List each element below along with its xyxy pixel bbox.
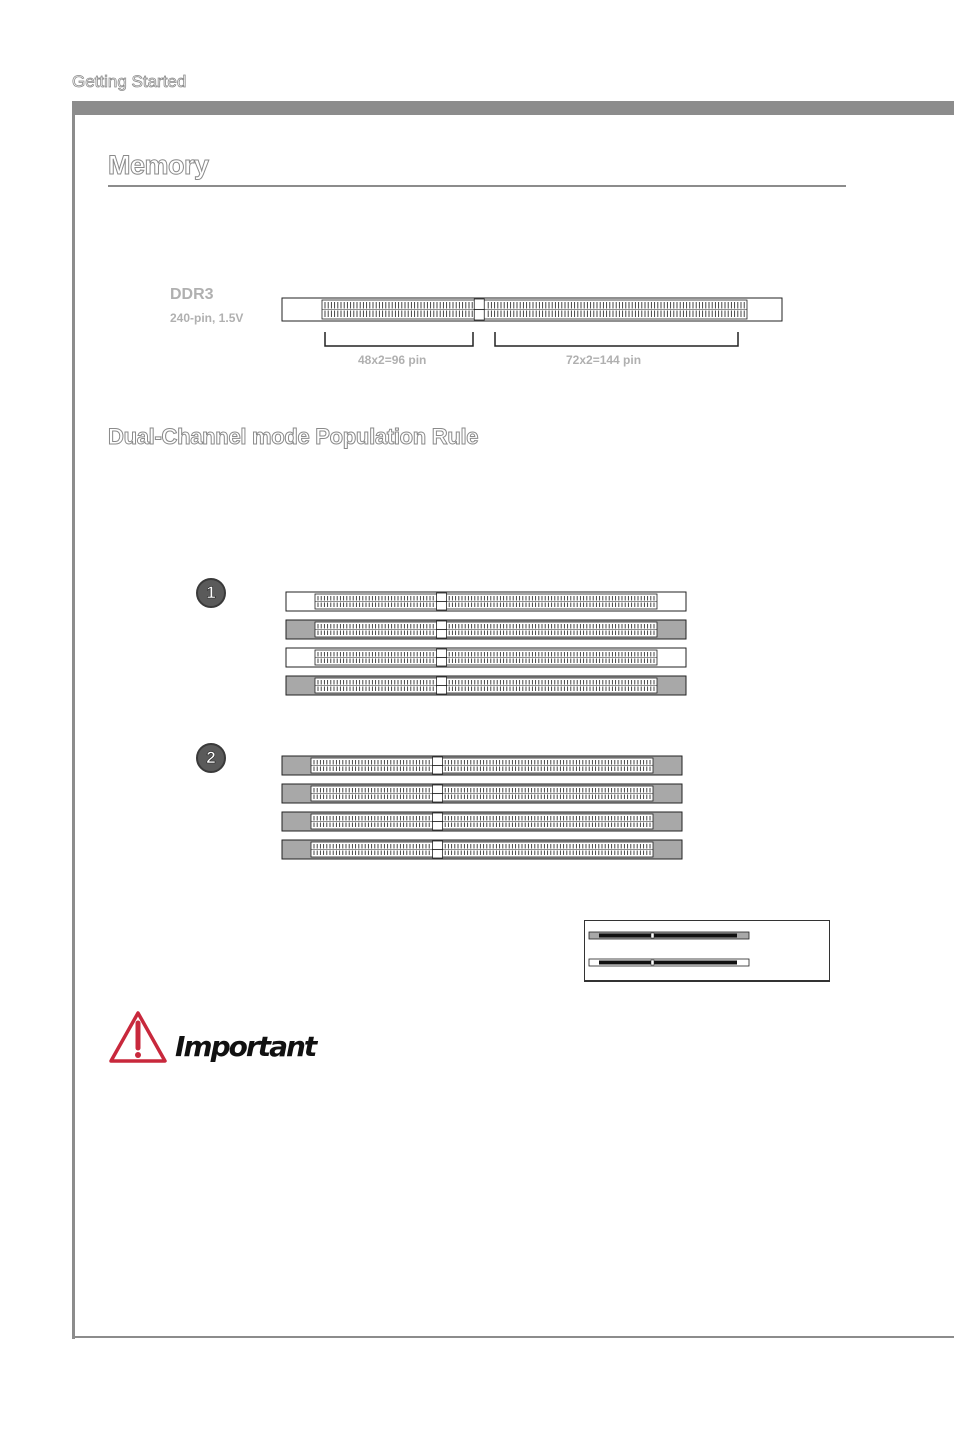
dimm-slot-4-installed — [282, 840, 682, 859]
right-pin-bracket — [495, 332, 738, 346]
config-2-badge — [196, 743, 226, 773]
page-title: Memory — [108, 150, 209, 180]
dimm-slot-3-empty — [286, 648, 686, 667]
header-bar — [75, 101, 954, 115]
config-2-number: 2 — [206, 748, 216, 767]
dimm-slot-2-installed — [282, 784, 682, 803]
section-header: Getting Started — [72, 72, 187, 91]
dimm-slot-3-installed — [282, 812, 682, 831]
warning-triangle-icon — [108, 1010, 168, 1064]
config-1-badge — [196, 578, 226, 608]
config-1-slots — [284, 590, 690, 696]
slot-legend — [584, 920, 830, 982]
legend-slots — [585, 921, 829, 979]
config-2-slots — [280, 754, 686, 860]
right-pin-count: 72x2=144 pin — [566, 353, 642, 367]
dimm-slot-1-empty — [286, 592, 686, 611]
important-label: Important — [175, 1030, 316, 1063]
ddr3-spec: 240-pin, 1.5V — [170, 311, 244, 325]
left-margin-rule — [72, 101, 75, 1339]
left-pin-count: 48x2=96 pin — [358, 353, 427, 367]
title-underline — [108, 185, 846, 187]
dimm-slot-4-installed — [286, 676, 686, 695]
ddr3-label: DDR3 — [170, 286, 214, 303]
ddr3-slot-diagram — [280, 296, 784, 356]
legend-installed-slot — [589, 932, 749, 939]
section-title: Dual-Channel mode Population Rule — [108, 424, 479, 449]
ddr3-slot — [282, 298, 782, 321]
dimm-slot-1-installed — [282, 756, 682, 775]
legend-empty-slot — [589, 959, 749, 966]
config-1-number: 1 — [206, 583, 216, 602]
dimm-slot-2-installed — [286, 620, 686, 639]
left-pin-bracket — [325, 332, 473, 346]
ddr3-slot-body — [282, 298, 782, 321]
bottom-rule — [72, 1336, 954, 1338]
